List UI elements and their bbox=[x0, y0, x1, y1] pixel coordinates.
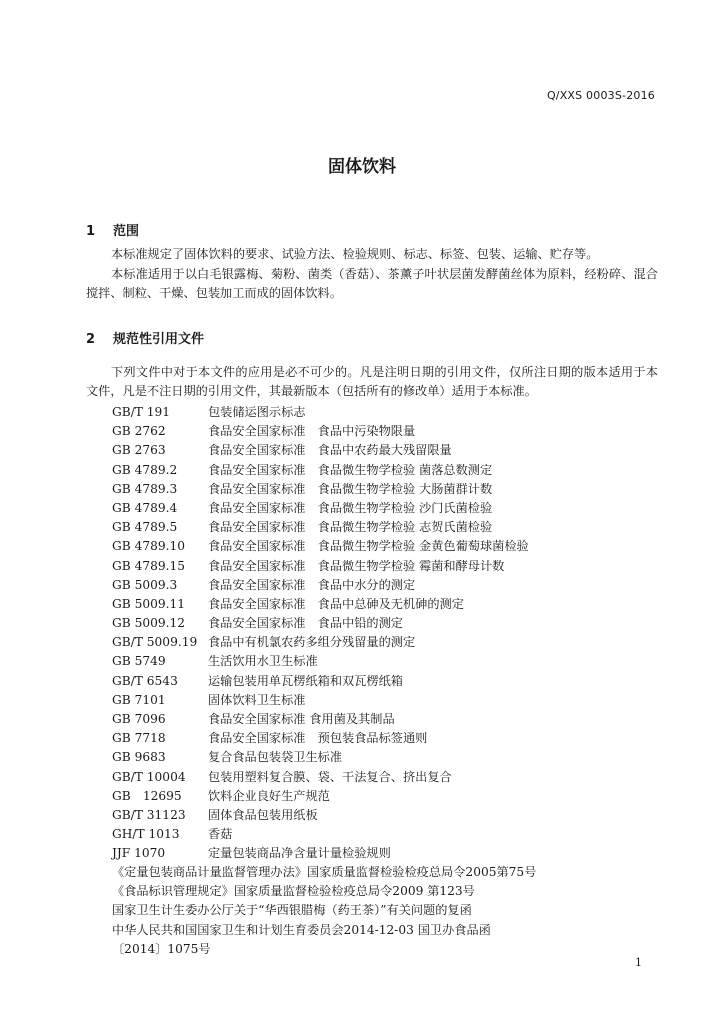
reference-row bbox=[112, 806, 529, 825]
regulation-line: 〔2014〕1075号 bbox=[112, 941, 211, 956]
reference-code: GB/T 31123 bbox=[112, 807, 186, 822]
reference-row bbox=[112, 787, 529, 806]
reference-code: GB/T 6543 bbox=[112, 673, 178, 688]
reference-row bbox=[112, 422, 529, 441]
reference-row bbox=[112, 518, 529, 537]
reference-title: 食品安全国家标准 食品微生物学检验 霉菌和酵母计数 bbox=[208, 558, 505, 573]
reference-title: 食品安全国家标准 食品微生物学检验 大肠菌群计数 bbox=[208, 481, 493, 496]
scope-paragraph-2: 本标准适用于以白毛银露梅、菊粉、菌类（香菇）、茶薰子叶状层菌发酵菌丝体为原料，经粉碎、混合搅拌、制粒、干燥、包装加工而成的固体饮料。 bbox=[86, 267, 658, 300]
reference-code: GB 4789.4 bbox=[112, 500, 178, 515]
references-intro-paragraph: 下列文件中对于本文件的应用是必不可少的。凡是注明日期的引用文件，仅所注日期的版本适用于本文件，凡是不注日期的引用文件，其最新版本（包括所有的修改单）适用于本标准。 bbox=[86, 365, 658, 398]
reference-row bbox=[112, 537, 529, 556]
reference-code: GB 5009.12 bbox=[112, 616, 185, 631]
section-number: 2 bbox=[86, 332, 96, 347]
reference-code: GB 5749 bbox=[112, 654, 166, 669]
reference-title: 食品安全国家标准 预包装食品标签通则 bbox=[208, 731, 428, 746]
reference-row bbox=[112, 825, 529, 844]
reference-row bbox=[112, 576, 529, 595]
page-number: 1 bbox=[635, 956, 642, 969]
section-number: 1 bbox=[86, 224, 96, 239]
reference-title: 运输包装用单瓦楞纸箱和双瓦楞纸箱 bbox=[208, 673, 403, 688]
reference-title: 香菇 bbox=[208, 827, 233, 842]
section-heading-scope bbox=[86, 220, 139, 239]
reference-title: 食品安全国家标准 食品中农药最大残留限量 bbox=[208, 443, 452, 458]
reference-code: GB 4789.10 bbox=[112, 539, 185, 554]
reference-code: GB 2762 bbox=[112, 424, 166, 439]
reference-title: 食品安全国家标准 食品微生物学检验 菌落总数测定 bbox=[208, 462, 493, 477]
reference-code: GB 2763 bbox=[112, 443, 166, 458]
reference-code: GB/T 5009.19 bbox=[112, 635, 198, 650]
regulation-list bbox=[112, 863, 536, 959]
reference-title: 食品安全国家标准 食品中总砷及无机砷的测定 bbox=[208, 596, 464, 611]
reference-title: 食品安全国家标准 食品中铅的测定 bbox=[208, 616, 403, 631]
reference-title: 食品安全国家标准 食品微生物学检验 金黄色葡萄球菌检验 bbox=[208, 539, 529, 554]
reference-title: 包装用塑料复合膜、袋、干法复合、挤出复合 bbox=[208, 769, 452, 784]
doc-code: Q/XXS 0003S-2016 bbox=[546, 89, 655, 102]
reference-code: GB/T 10004 bbox=[112, 769, 186, 784]
reference-row bbox=[112, 499, 529, 518]
reference-title: 食品安全国家标准 食用菌及其制品 bbox=[208, 712, 395, 726]
reference-code: GB 4789.15 bbox=[112, 558, 185, 573]
reference-row bbox=[112, 768, 529, 787]
reference-row bbox=[112, 748, 529, 767]
reference-row bbox=[112, 691, 529, 710]
reference-code: GB 4789.5 bbox=[112, 520, 178, 535]
regulation-line: 《定量包装商品计量监督管理办法》国家质量监督检验检疫总局令2005第75号 bbox=[112, 865, 537, 879]
reference-list bbox=[112, 403, 529, 864]
reference-code: GB 5009.3 bbox=[112, 577, 178, 592]
reference-title: 固体饮料卫生标准 bbox=[208, 692, 306, 707]
reference-code: GB 9683 bbox=[112, 750, 166, 765]
reference-title: 食品中有机氯农药多组分残留量的测定 bbox=[208, 635, 416, 650]
reference-title: 包装储运图示标志 bbox=[208, 405, 306, 419]
reference-row bbox=[112, 403, 529, 422]
reference-row bbox=[112, 710, 529, 729]
regulation-line: 中华人民共和国国家卫生和计划生育委员会2014-12-03 国卫办食品函 bbox=[112, 922, 491, 937]
reference-title: 复合食品包装袋卫生标准 bbox=[208, 750, 343, 765]
reference-row bbox=[112, 633, 529, 652]
reference-title: 饮料企业良好生产规范 bbox=[208, 788, 330, 803]
reference-row bbox=[112, 672, 529, 691]
reference-code: GB 5009.11 bbox=[112, 596, 185, 611]
reference-title: 食品安全国家标准 食品中污染物限量 bbox=[208, 424, 416, 439]
scope-paragraph-1: 本标准规定了固体饮料的要求、试验方法、检验规则、标志、标签、包装、运输、贮存等。 bbox=[111, 247, 599, 261]
reference-title: 食品安全国家标准 食品微生物学检验 沙门氏菌检验 bbox=[208, 500, 493, 515]
reference-code: GB 12695 bbox=[112, 788, 182, 803]
reference-title: 固体食品包装用纸板 bbox=[208, 807, 318, 822]
reference-row bbox=[112, 441, 529, 460]
regulation-line: 《食品标识管理规定》国家质量监督检验检疫总局令2009 第123号 bbox=[112, 884, 475, 899]
reference-code: GB 7096 bbox=[112, 712, 166, 726]
reference-code: GB 4789.2 bbox=[112, 462, 178, 477]
reference-row bbox=[112, 461, 529, 480]
reference-row bbox=[112, 557, 529, 576]
section-heading-references bbox=[86, 328, 204, 347]
reference-code: JJF 1070 bbox=[112, 846, 166, 861]
reference-code: GB 7101 bbox=[112, 692, 166, 707]
reference-code: GB 4789.3 bbox=[112, 481, 178, 496]
regulation-line: 国家卫生计生委办公厅关于“华西银腊梅（药王茶）”有关问题的复函 bbox=[112, 903, 472, 918]
reference-row bbox=[112, 480, 529, 499]
reference-row bbox=[112, 844, 529, 863]
section-title: 规范性引用文件 bbox=[113, 332, 205, 347]
page-title: 固体饮料 bbox=[328, 157, 396, 177]
reference-code: GH/T 1013 bbox=[112, 827, 180, 842]
reference-row bbox=[112, 595, 529, 614]
reference-title: 食品安全国家标准 食品微生物学检验 志贺氏菌检验 bbox=[208, 520, 493, 535]
section-title: 范围 bbox=[113, 224, 140, 239]
reference-row bbox=[112, 729, 529, 748]
reference-row bbox=[112, 614, 529, 633]
reference-title: 生活饮用水卫生标准 bbox=[208, 654, 318, 669]
reference-title: 食品安全国家标准 食品中水分的测定 bbox=[208, 577, 416, 592]
reference-title: 定量包装商品净含量计量检验规则 bbox=[208, 846, 391, 861]
reference-row bbox=[112, 652, 529, 671]
reference-code: GB/T 191 bbox=[112, 405, 171, 419]
reference-code: GB 7718 bbox=[112, 731, 166, 746]
